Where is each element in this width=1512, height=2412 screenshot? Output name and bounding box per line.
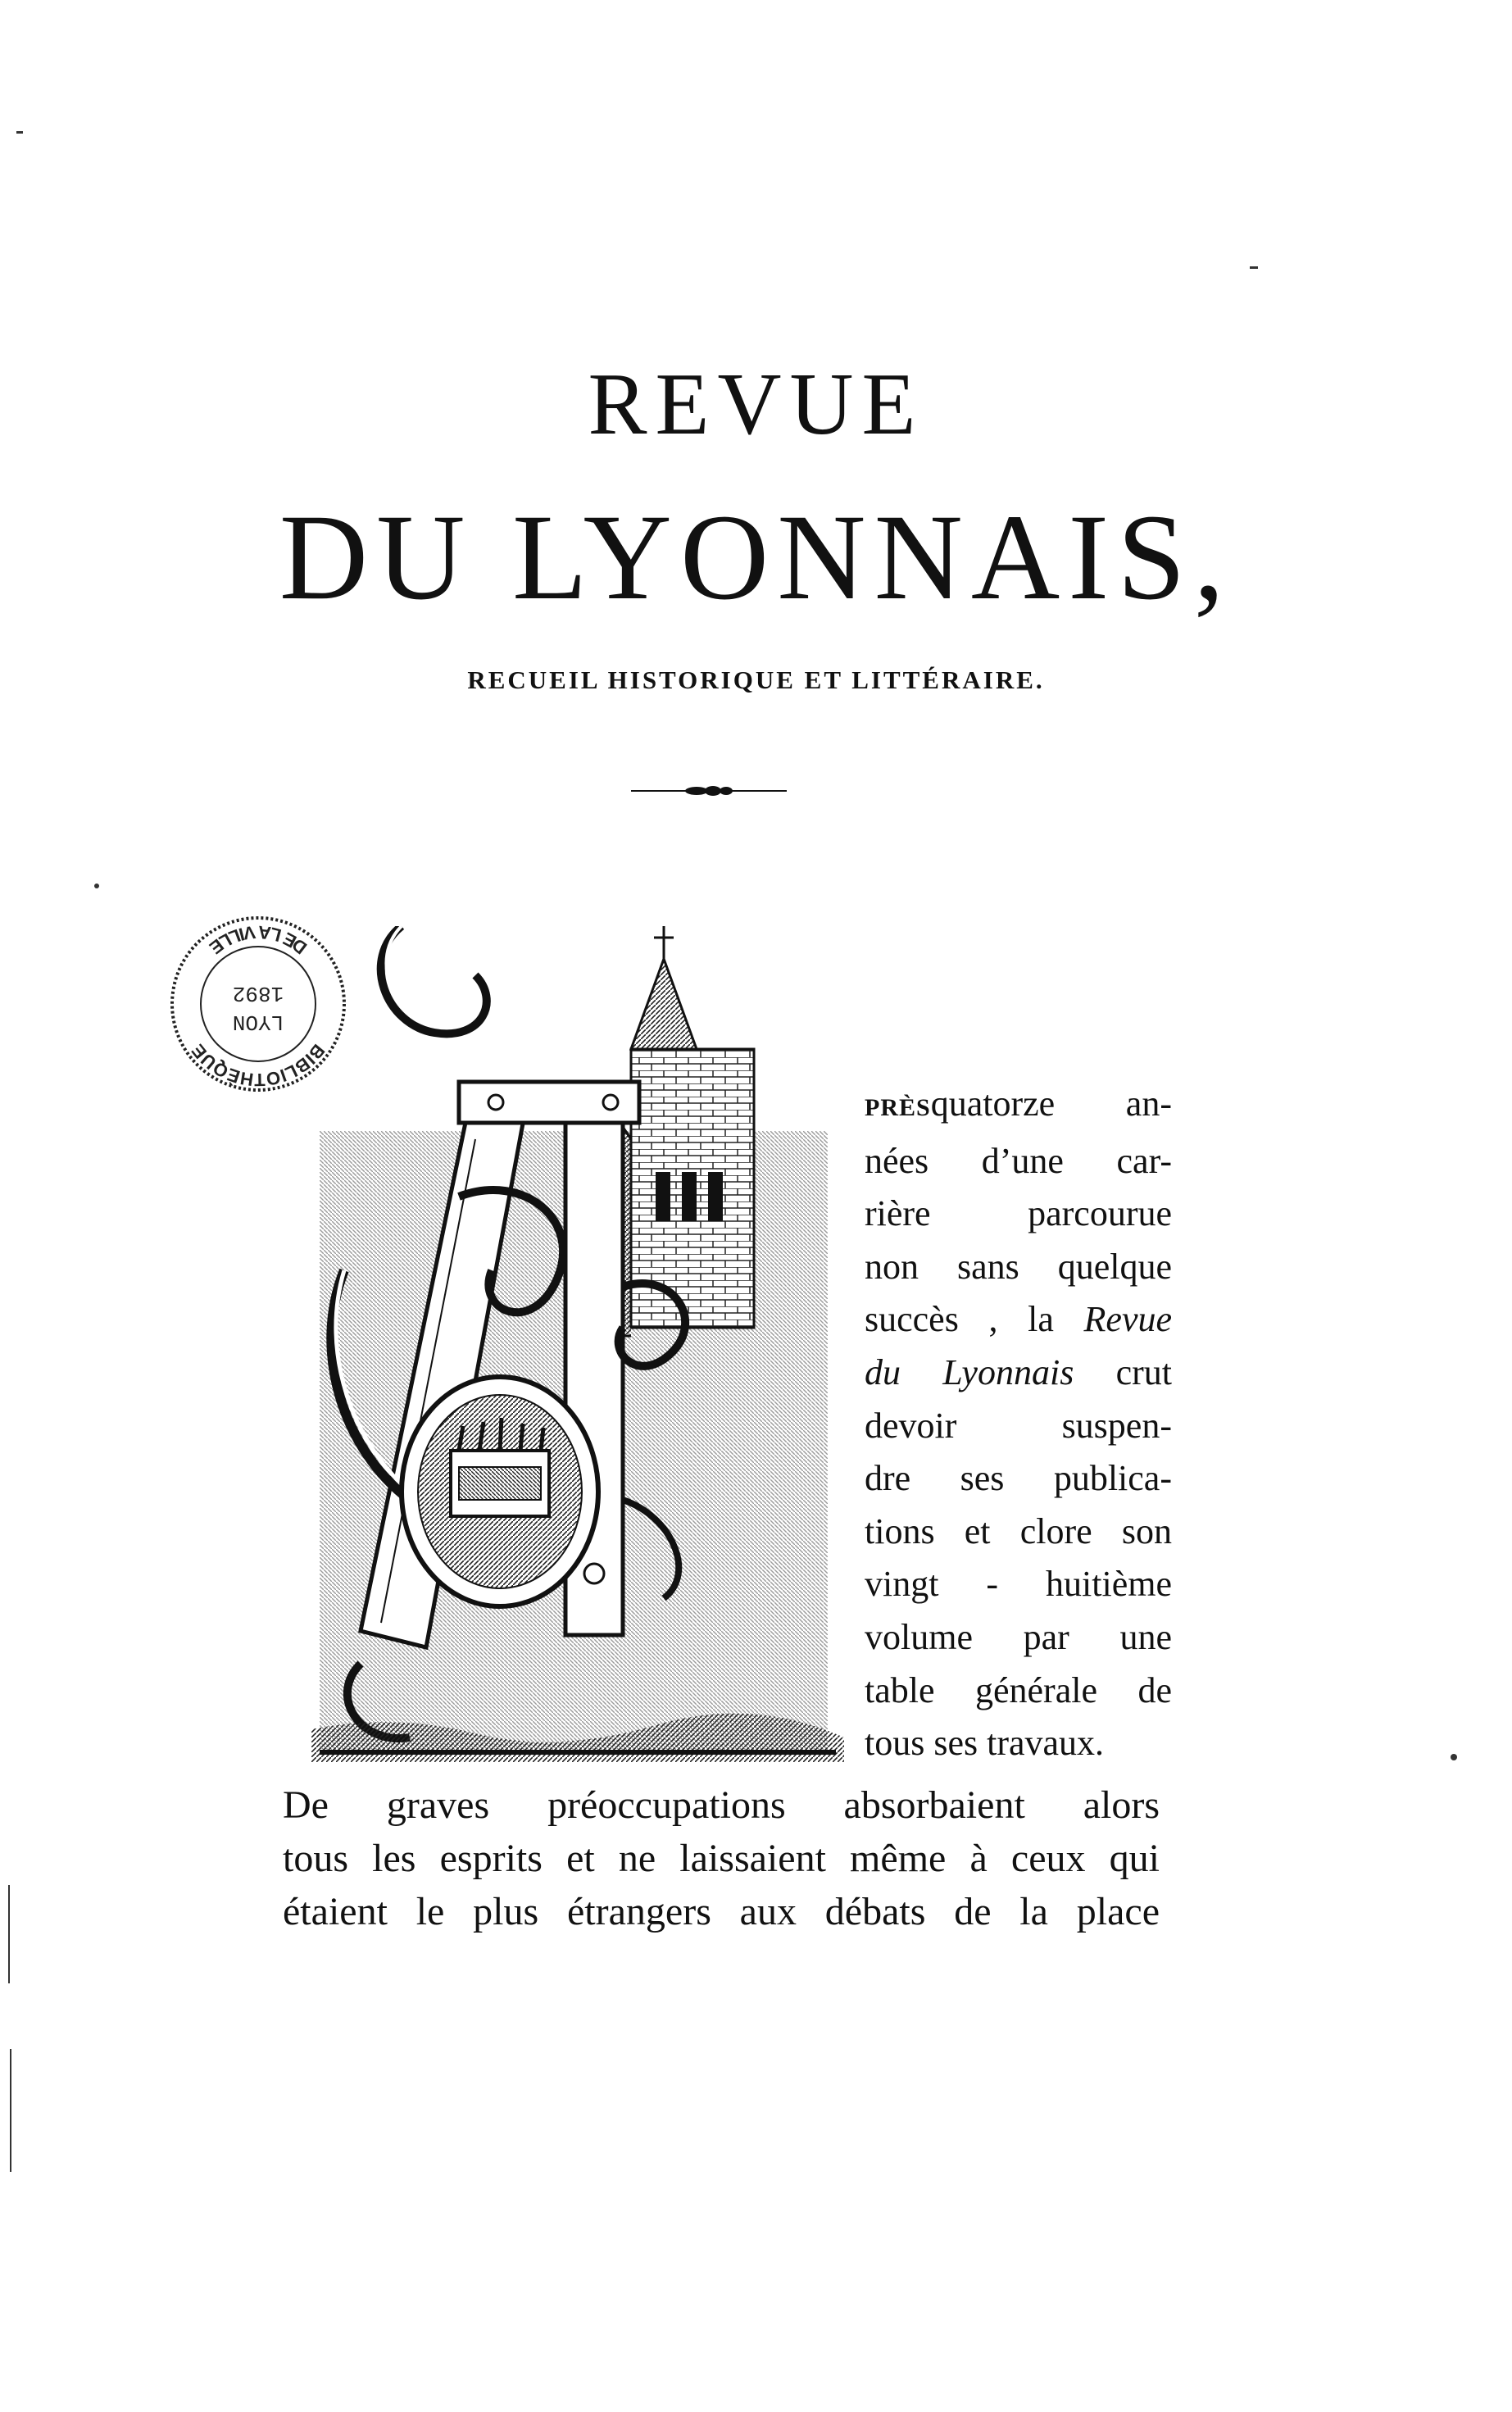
scan-mark — [8, 1885, 10, 1983]
body-paragraph — [283, 1778, 1160, 1938]
side-paragraph — [865, 1078, 1172, 1770]
italic-du-lyonnais: du Lyonnais — [865, 1351, 1074, 1392]
scan-mark — [16, 131, 23, 134]
side-line: PRÈSquatorze an- — [865, 1083, 1172, 1124]
body-line: étaient le plus étrangers aux débats de la place — [283, 1890, 1160, 1933]
scan-mark — [94, 883, 99, 888]
side-line: non sans quelque — [865, 1246, 1172, 1287]
scan-mark — [1250, 266, 1258, 269]
side-line: tions et clore son — [865, 1510, 1172, 1551]
scan-mark — [10, 2049, 11, 2172]
side-line: succès , la Revue — [865, 1299, 1172, 1340]
subtitle: RECUEIL HISTORIQUE ET LITTÉRAIRE. — [467, 665, 1045, 694]
side-line: vingt - huitième — [865, 1564, 1172, 1605]
body-line: De graves préoccupations absorbaient alors — [283, 1783, 1160, 1827]
stamp-text-bottom: DE LA VILLE — [205, 921, 311, 959]
stamp-year: 1892 — [232, 981, 284, 1006]
svg-text:BIBLIOTHÈQUE — [188, 1040, 329, 1090]
italic-revue: Revue — [1083, 1299, 1172, 1340]
body-line: tous les esprits et ne laissaient même à ceux qui — [283, 1837, 1160, 1880]
side-line: table générale de — [865, 1669, 1172, 1710]
lead-smallcaps: PRÈS — [865, 1094, 931, 1121]
side-line: devoir suspen- — [865, 1405, 1172, 1446]
title-revue: REVUE — [588, 356, 924, 453]
title-du-lyonnais: DU LYONNAIS, — [279, 489, 1233, 625]
side-line: nées d’une car- — [865, 1140, 1172, 1181]
ornament-divider — [631, 779, 787, 803]
decorated-initial-a — [311, 926, 844, 1762]
stamp-text-top: BIBLIOTHÈQUE — [187, 1040, 329, 1091]
side-line: volume par une — [865, 1616, 1172, 1657]
scan-mark — [1451, 1754, 1457, 1760]
side-line: dre ses publica- — [865, 1458, 1172, 1499]
side-line: du Lyonnais crut — [865, 1351, 1172, 1392]
side-line: rière parcourue — [865, 1193, 1172, 1234]
side-line: tous ses travaux. — [865, 1723, 1105, 1764]
stamp-city: LYON — [232, 1010, 284, 1034]
